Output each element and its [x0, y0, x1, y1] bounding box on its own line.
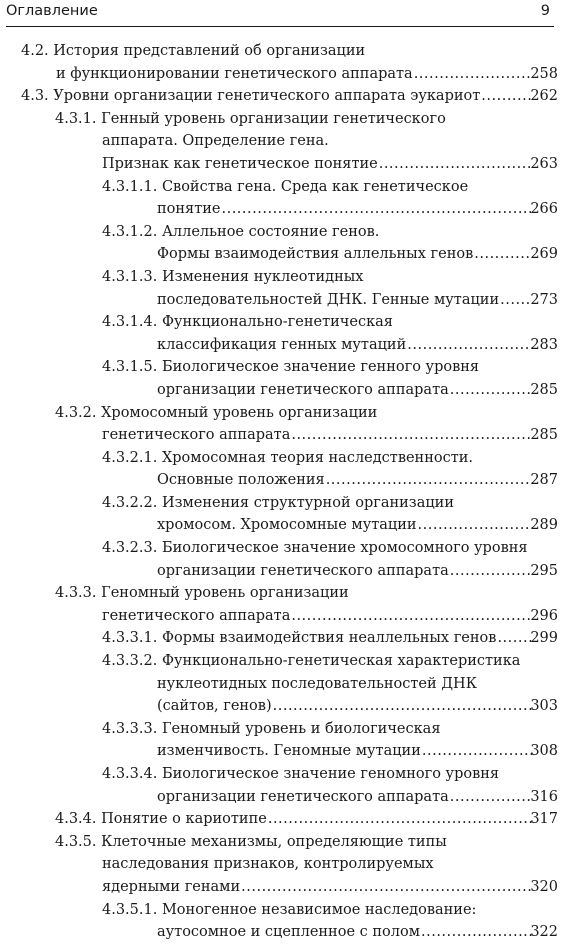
toc-page-number: 299 [530, 630, 558, 647]
toc-entry-text: 4.3.1.2. Аллельное состояние генов. [102, 223, 380, 240]
dot-leader [221, 198, 533, 221]
toc-entry[interactable] [0, 831, 562, 899]
toc-entry-text: 4.3.1.4. Функционально-генетическая [102, 314, 393, 331]
toc-entry[interactable] [0, 899, 562, 944]
toc-page-number: 273 [530, 291, 558, 308]
toc-page-number: 295 [530, 562, 558, 579]
dot-leader [421, 921, 533, 944]
toc-entry-text: 4.3.2. Хромосомный уровень организации [55, 404, 378, 421]
running-header [6, 0, 554, 27]
toc-entry-text: хромосом. Хромосомные мутации [157, 517, 417, 534]
dot-leader [414, 63, 533, 86]
section-title: Оглавление [6, 3, 98, 19]
toc-entry-text: понятие [157, 201, 221, 218]
toc-entry-text: организации генетического аппарата [157, 562, 449, 579]
toc-entry-text: наследования признаков, контролируемых [102, 856, 434, 873]
toc-page-number: 308 [530, 743, 558, 760]
dot-leader [474, 243, 533, 266]
toc-page-number: 285 [530, 381, 558, 398]
toc-entry[interactable] [0, 447, 562, 492]
dot-leader [291, 424, 533, 447]
toc-entry-text: организации генетического аппарата [157, 381, 449, 398]
toc-entry-text: (сайтов, генов) [157, 698, 272, 715]
toc-entry[interactable] [0, 85, 562, 108]
toc-entry[interactable] [0, 108, 562, 176]
dot-leader [450, 379, 533, 402]
toc-page-number: 258 [530, 65, 558, 82]
toc-page-number: 263 [530, 155, 558, 172]
toc-entry[interactable] [0, 582, 562, 627]
toc-entry-text: 4.3.3.4. Биологическое значение геномного уровня [102, 766, 500, 782]
toc-entry-text: последовательностей ДНК. Генные мутации [157, 291, 500, 308]
toc-entry-text: 4.3.1.1. Свойства гена. Среда как генетическое [102, 178, 469, 195]
toc-entry-text: Признак как генетическое понятие [102, 155, 378, 172]
dot-leader [497, 627, 533, 650]
toc-entry[interactable] [0, 537, 562, 582]
toc-entry[interactable] [0, 718, 562, 763]
toc-page-number: 287 [530, 472, 558, 489]
dot-leader [418, 514, 533, 537]
toc-entry-text: 4.3.4. Понятие о кариотипе [55, 811, 267, 828]
page-number: 9 [540, 3, 550, 19]
toc-entry[interactable] [0, 221, 562, 266]
toc-entry-text: организации генетического аппарата [157, 788, 449, 805]
toc-entry-text: 4.3.2.1. Хромосомная теория наследственности. [102, 449, 474, 466]
dot-leader [241, 876, 533, 899]
toc-page-number: 303 [530, 698, 558, 715]
toc-entry[interactable] [0, 650, 562, 718]
toc-page-number: 283 [530, 336, 558, 353]
dot-leader [379, 153, 533, 176]
toc-entry[interactable] [0, 627, 562, 650]
toc-entry-text: аутосомное и сцепленное с полом [157, 924, 420, 941]
toc-entry-text: изменчивость. Геномные мутации [157, 743, 421, 760]
toc-entry-text: 4.3.5.1. Моногенное независимое наследование: [102, 901, 477, 918]
toc-page-number: 269 [530, 246, 558, 263]
toc-entry[interactable] [0, 176, 562, 221]
dot-leader [450, 786, 533, 809]
dot-leader [326, 469, 533, 492]
toc-entry-text: 4.3.5. Клеточные механизмы, определяющие типы [55, 833, 447, 850]
dot-leader [500, 289, 533, 312]
toc-page-number: 316 [530, 788, 558, 805]
toc-entry-text: генетического аппарата [102, 427, 291, 444]
toc-entry-text: аппарата. Определение гена. [102, 133, 329, 150]
toc-entry[interactable] [0, 492, 562, 537]
toc-entry-text: 4.3.3.3. Геномный уровень и биологическая [102, 720, 441, 737]
toc-entry-text: 4.3.1.5. Биологическое значение генного уровня [102, 359, 480, 376]
toc-entry[interactable] [0, 311, 562, 356]
toc-entry-text: 4.2. История представлений об организации [21, 43, 366, 59]
toc-page-number: 285 [530, 427, 558, 444]
toc-entry-text: 4.3.1.3. Изменения нуклеотидных [102, 268, 364, 285]
table-of-contents [0, 40, 562, 944]
toc-entry-text: Основные положения [157, 472, 325, 489]
toc-entry-text: генетического аппарата [102, 607, 291, 624]
toc-page-number: 296 [530, 607, 558, 624]
toc-page-number: 322 [530, 924, 558, 941]
toc-entry[interactable] [0, 808, 562, 831]
dot-leader [422, 740, 533, 763]
toc-entry-text: ядерными генами [102, 878, 241, 895]
toc-entry[interactable] [0, 763, 562, 808]
dot-leader [450, 560, 533, 583]
toc-entry-text: 4.3.1. Генный уровень организации генетического [55, 110, 446, 127]
toc-entry-text: 4.3.2.2. Изменения структурной организации [102, 494, 455, 511]
toc-page-number: 262 [530, 88, 558, 105]
toc-page-number: 289 [530, 517, 558, 534]
toc-entry-text: 4.3. Уровни организации генетического аппарата эукариот [21, 88, 481, 105]
toc-entry-text: 4.3.3.2. Функционально-генетическая характеристика [102, 653, 521, 670]
toc-entry-text: 4.3.2.3. Биологическое значение хромосомного уровня [102, 540, 528, 557]
dot-leader [481, 85, 533, 108]
toc-entry[interactable] [0, 40, 562, 85]
toc-entry-text: и функционировании генетического аппарата [56, 65, 413, 82]
dot-leader [273, 695, 533, 718]
toc-entry[interactable] [0, 402, 562, 447]
toc-page-number: 317 [530, 811, 558, 828]
toc-page-number: 266 [530, 201, 558, 218]
toc-entry[interactable] [0, 266, 562, 311]
toc-entry-text: 4.3.3. Геномный уровень организации [55, 585, 349, 602]
toc-entry-text: 4.3.3.1. Формы взаимодействия неаллельных генов [102, 630, 497, 647]
dot-leader [268, 808, 533, 831]
toc-entry-text: классификация генных мутаций [157, 336, 407, 353]
toc-entry-text: Формы взаимодействия аллельных генов [157, 246, 474, 263]
dot-leader [291, 605, 533, 628]
toc-entry[interactable] [0, 356, 562, 401]
toc-entry-text: нуклеотидных последовательностей ДНК [157, 675, 477, 692]
dot-leader [407, 334, 533, 357]
toc-page-number: 320 [530, 878, 558, 895]
